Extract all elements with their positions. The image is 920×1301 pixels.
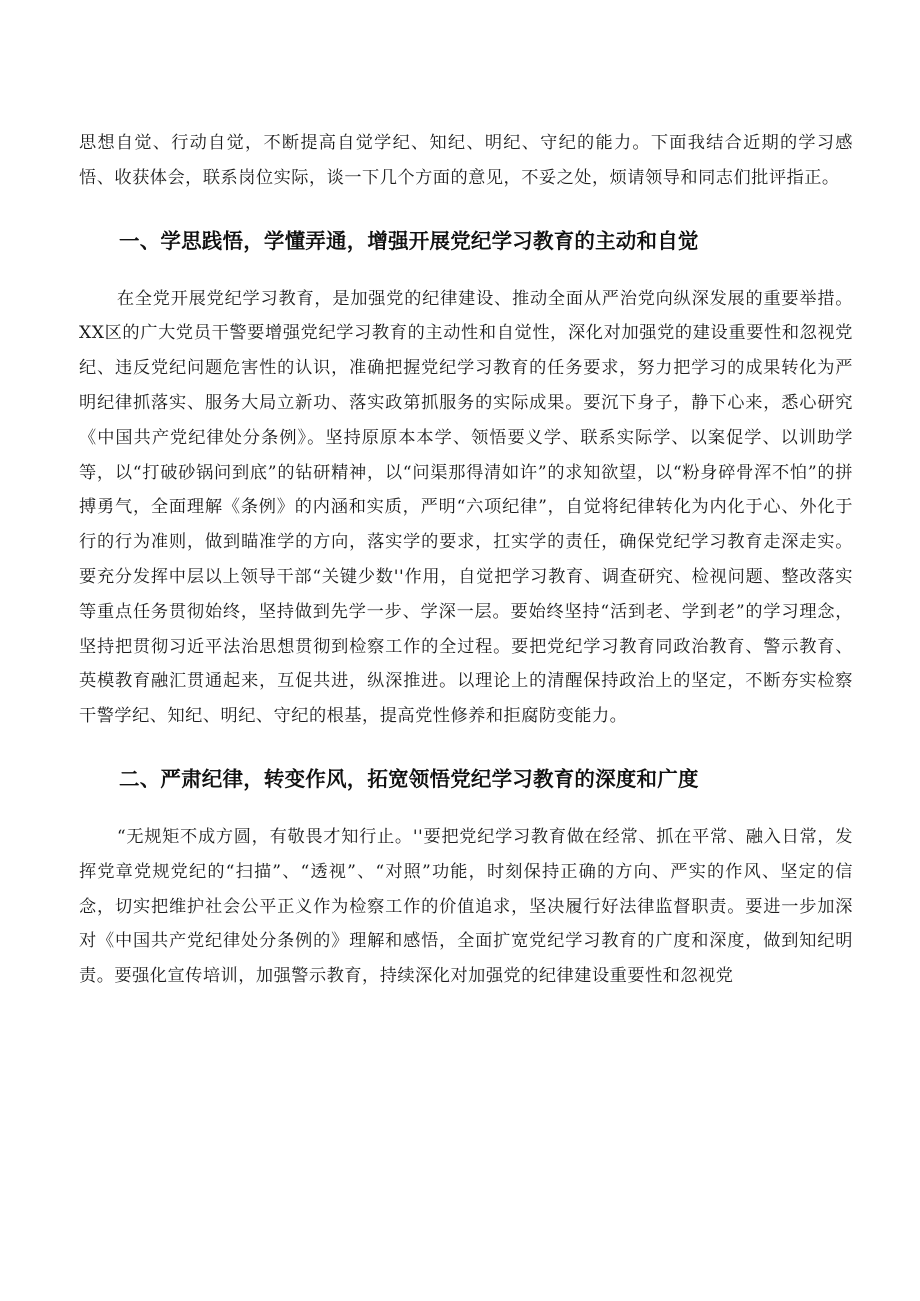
intro-paragraph: 思想自觉、行动自觉，不断提高自觉学纪、知纪、明纪、守纪的能力。下面我结合近期的学习感悟、收获体会，联系岗位实际，谈一下几个方面的意见，不妥之处，烦请领导和同志们批评指正。 — [79, 133, 853, 188]
section-1-paragraph: 在全党开展党纪学习教育，是加强党的纪律建设、推动全面从严治党向纵深发展的重要举措。XX区的广大党员干警要增强党纪学习教育的主动性和自觉性，深化对加强党的建设重要性和忽视党纪、违反党纪问题危害性的认识，准确把握党纪学习教育的任务要求，努力把学习的成果转化为严明纪律抓落实、服务大局立新功、落实政第抓服务的实际成果。要沉下身子，静下心来，悉心研究《中国共产党纪律处分条例》。坚持原原本本学、领悟要义学、联系实际学、以案促学、以训助学等，以“打破砂锅问到底”的钻研精神，以“问渠那得清如许”的求知欲望，以“粉身碎骨浑不怕”的拼搏勇气，全面理解《条例》的内涵和实质，严明“六项纪律”，自觉将纪律转化为内化于心、外化于行的行为准则，做到瞄准学的方向，落实学的要求，扛实学的责任，确保党纪学习教育走深走实。要充分发挥中层以上领导干部“关键少数''作用，自觉把学习教育、调查研究、检视问题、整改落实等重点任务贯彻始终，坚持做到先学一步、学深一层。要始终坚持“活到老、学到老”的学习理念，坚持把贯彻习近平法治思想贯彻到检察工作的全过程。要把党纪学习教育同政治教育、警示教育、英模教育融汇贯通起来，互促共进，纵深推进。以理论上的清醒保持政治上的坚定，不断夯实检察干警学纪、知纪、明纪、守纪的根基，提高党性修养和拒腐防变能力。 — [79, 288, 853, 727]
document-body — [79, 126, 853, 994]
section-2-paragraph: “无规矩不成方圆，有敬畏才知行止。''要把党纪学习教育做在经常、抓在平常、融入日常，发挥党章党规党纪的“扫描”、“透视”、“对照”功能，时刻保持正确的方向、严实的作风、坚定的信念，切实把维护社会公平正义作为检察工作的价值追求，坚决履行好法律监督职责。要进一步加深对《中国共产党纪律处分条例的》理解和感悟，全面扩宽党纪学习教育的广度和深度，做到知纪明责。要强化宣传培训，加强警示教育，持续深化对加强党的纪律建设重要性和忽视党 — [79, 826, 853, 987]
section-2-heading-wrap — [79, 762, 853, 796]
section-1-heading: 一、学思践悟，学懂弄通，增强开展党纪学习教育的主动和自觉 — [119, 228, 699, 253]
section-1-heading-wrap — [79, 224, 853, 258]
section-2-heading: 二、严肃纪律，转变作风，拓宽领悟党纪学习教育的深度和广度 — [119, 766, 699, 791]
